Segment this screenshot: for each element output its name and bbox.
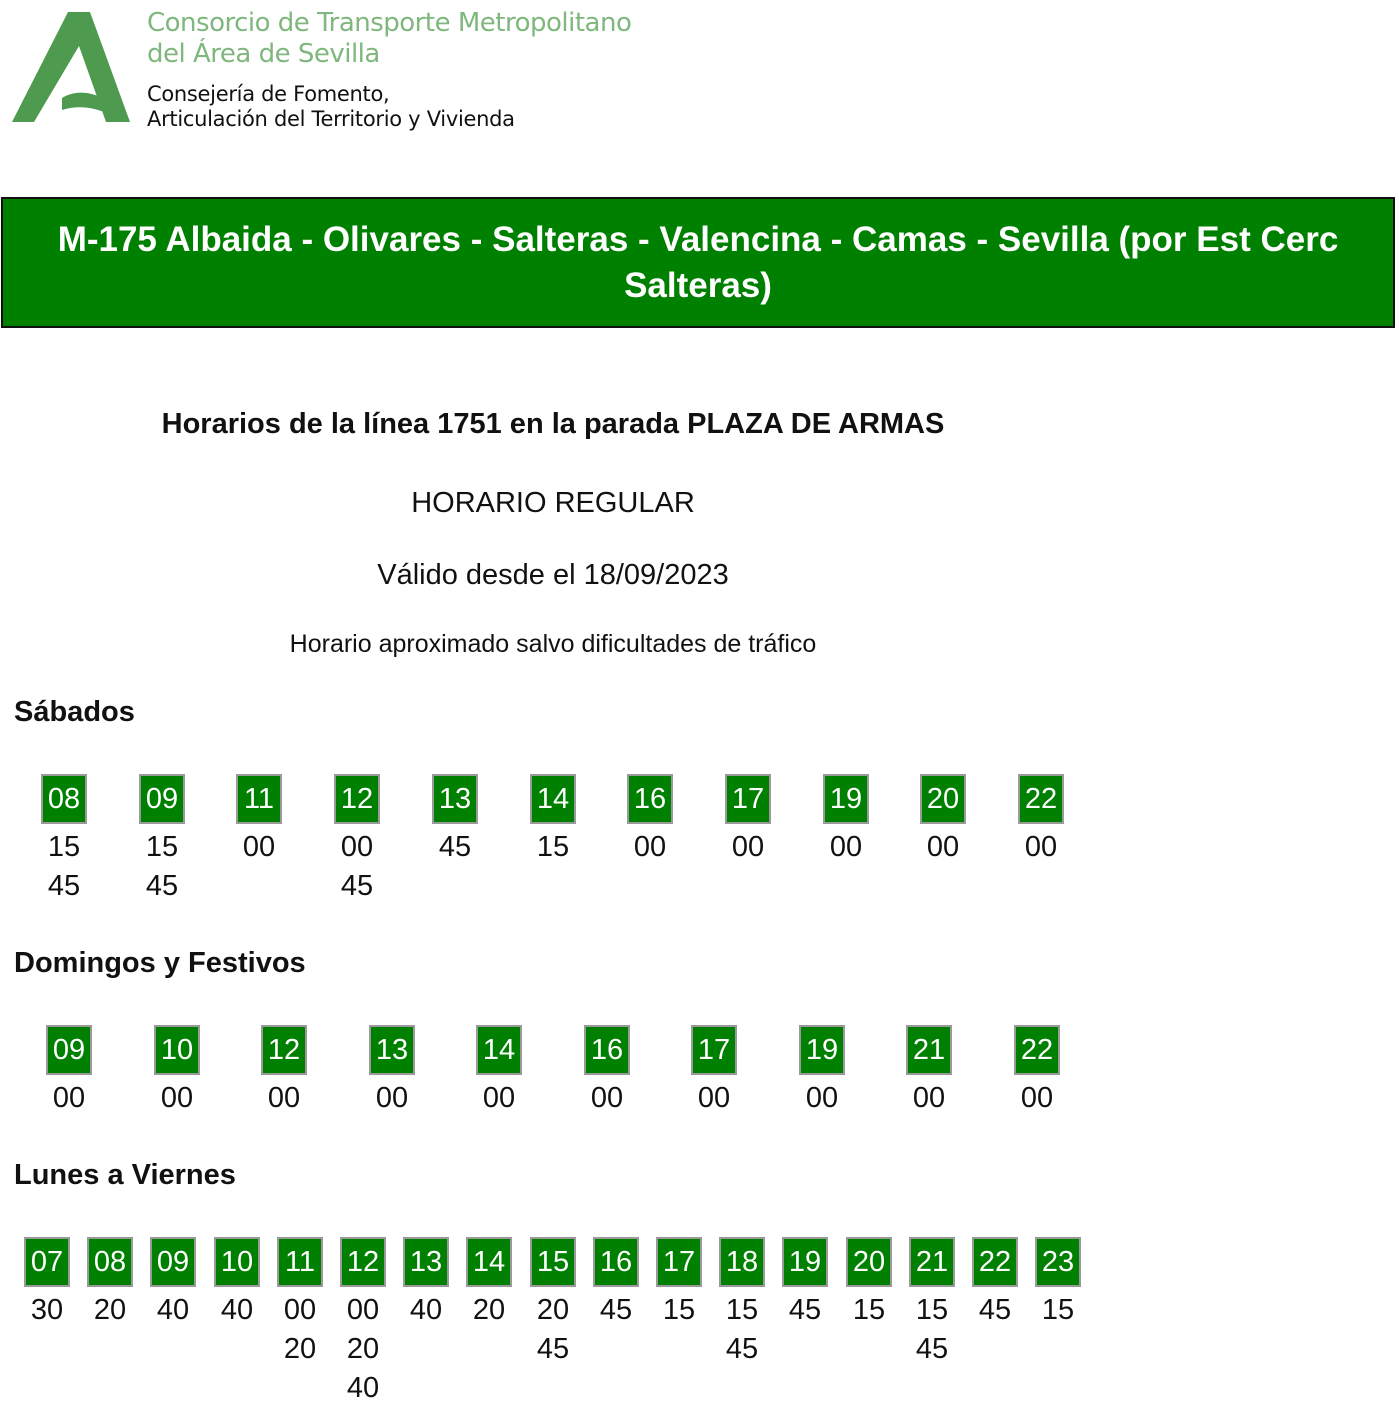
minutes-list <box>334 828 380 906</box>
minutes-list <box>823 828 869 867</box>
departure-minute: 00 <box>633 831 667 863</box>
minutes-list <box>1014 1079 1060 1118</box>
hour-column <box>432 774 478 867</box>
hour-column <box>846 1237 892 1330</box>
hour-column <box>87 1237 133 1330</box>
departure-minute: 00 <box>805 1082 839 1114</box>
hour-column <box>150 1237 196 1330</box>
hour-badge: 08 <box>41 774 87 824</box>
hour-column <box>656 1237 702 1330</box>
departure-minute: 15 <box>145 831 179 863</box>
minutes-list <box>909 1291 955 1369</box>
hour-badge: 17 <box>691 1025 737 1075</box>
departure-minute: 15 <box>915 1294 949 1326</box>
hour-badge: 08 <box>87 1237 133 1287</box>
minutes-list <box>139 828 185 906</box>
minutes-list <box>369 1079 415 1118</box>
hour-badge: 11 <box>236 774 282 824</box>
departure-minute: 15 <box>47 831 81 863</box>
minutes-list <box>906 1079 952 1118</box>
section-title-sundays-holidays: Domingos y Festivos <box>14 947 306 979</box>
departure-minute: 45 <box>915 1333 949 1365</box>
consortium-name-line1: Consorcio de Transporte Metropolitano <box>147 8 632 38</box>
hour-column <box>403 1237 449 1330</box>
departure-minute: 00 <box>482 1082 516 1114</box>
department-name-line1: Consejería de Fomento, <box>147 82 390 106</box>
hour-column <box>530 1237 576 1369</box>
hour-badge: 16 <box>593 1237 639 1287</box>
hour-badge: 19 <box>823 774 869 824</box>
departure-minute: 30 <box>30 1294 64 1326</box>
hour-column <box>46 1025 92 1118</box>
hour-badge: 21 <box>909 1237 955 1287</box>
hour-badge: 13 <box>432 774 478 824</box>
minutes-list <box>476 1079 522 1118</box>
minutes-list <box>691 1079 737 1118</box>
departure-minute: 45 <box>788 1294 822 1326</box>
department-name-line2: Articulación del Territorio y Vivienda <box>147 107 515 131</box>
minutes-list <box>403 1291 449 1330</box>
departure-minute: 00 <box>731 831 765 863</box>
minutes-list <box>972 1291 1018 1330</box>
departure-minute: 00 <box>267 1082 301 1114</box>
hour-badge: 22 <box>1018 774 1064 824</box>
minutes-list <box>584 1079 630 1118</box>
schedule-type: HORARIO REGULAR <box>411 487 695 519</box>
departure-minute: 00 <box>375 1082 409 1114</box>
hour-badge: 19 <box>799 1025 845 1075</box>
hour-column <box>920 774 966 867</box>
departure-minute: 00 <box>1024 831 1058 863</box>
traffic-note: Horario aproximado salvo dificultades de tráfico <box>289 630 817 658</box>
hour-column <box>799 1025 845 1118</box>
route-title-line2: Salteras) <box>624 266 772 305</box>
hour-badge: 14 <box>466 1237 512 1287</box>
hour-column <box>584 1025 630 1118</box>
minutes-list <box>725 828 771 867</box>
hour-badge: 22 <box>1014 1025 1060 1075</box>
hour-column <box>41 774 87 906</box>
departure-minute: 15 <box>852 1294 886 1326</box>
hour-badge: 10 <box>154 1025 200 1075</box>
hour-column <box>909 1237 955 1369</box>
minutes-list <box>154 1079 200 1118</box>
hour-column <box>719 1237 765 1369</box>
minutes-list <box>1018 828 1064 867</box>
minutes-list <box>24 1291 70 1330</box>
hour-badge: 17 <box>656 1237 702 1287</box>
departure-minute: 40 <box>156 1294 190 1326</box>
consortium-name-line2: del Área de Sevilla <box>147 39 380 69</box>
route-title-line1: M-175 Albaida - Olivares - Salteras - Valencina - Camas - Sevilla (por Est Cerc <box>57 220 1339 259</box>
hour-column <box>782 1237 828 1330</box>
departure-minute: 00 <box>590 1082 624 1114</box>
departure-minute: 20 <box>346 1333 380 1365</box>
hour-column <box>334 774 380 906</box>
minutes-list <box>627 828 673 867</box>
minutes-list <box>1035 1291 1081 1330</box>
hour-badge: 16 <box>627 774 673 824</box>
valid-from: Válido desde el 18/09/2023 <box>377 559 729 591</box>
departure-minute: 40 <box>346 1372 380 1404</box>
hour-badge: 16 <box>584 1025 630 1075</box>
section-title-saturdays: Sábados <box>14 696 135 728</box>
minutes-list <box>214 1291 260 1330</box>
minutes-list <box>466 1291 512 1330</box>
departure-minute: 00 <box>912 1082 946 1114</box>
hour-column <box>1018 774 1064 867</box>
minutes-list <box>530 1291 576 1369</box>
hour-badge: 11 <box>277 1237 323 1287</box>
departure-minute: 20 <box>536 1294 570 1326</box>
departure-minute: 20 <box>283 1333 317 1365</box>
hour-badge: 07 <box>24 1237 70 1287</box>
hour-column <box>214 1237 260 1330</box>
hour-badge: 20 <box>846 1237 892 1287</box>
minutes-list <box>799 1079 845 1118</box>
departure-minute: 15 <box>1041 1294 1075 1326</box>
minutes-list <box>236 828 282 867</box>
minutes-list <box>782 1291 828 1330</box>
departure-minute: 15 <box>662 1294 696 1326</box>
departure-minute: 45 <box>145 870 179 902</box>
consortium-name <box>147 8 631 70</box>
departure-minute: 00 <box>346 1294 380 1326</box>
hour-badge: 14 <box>530 774 576 824</box>
hour-badge: 09 <box>139 774 185 824</box>
hour-column <box>340 1237 386 1408</box>
section-title-weekdays: Lunes a Viernes <box>14 1159 236 1191</box>
hour-badge: 22 <box>972 1237 1018 1287</box>
department-name <box>147 82 515 132</box>
minutes-list <box>920 828 966 867</box>
hour-badge: 12 <box>261 1025 307 1075</box>
departure-minute: 20 <box>93 1294 127 1326</box>
route-title-banner <box>1 197 1395 328</box>
hour-column <box>139 774 185 906</box>
hour-badge: 20 <box>920 774 966 824</box>
hour-column <box>691 1025 737 1118</box>
hour-badge: 21 <box>906 1025 952 1075</box>
minutes-list <box>150 1291 196 1330</box>
departure-minute: 40 <box>409 1294 443 1326</box>
minutes-list <box>261 1079 307 1118</box>
departure-minute: 45 <box>536 1333 570 1365</box>
hour-badge: 10 <box>214 1237 260 1287</box>
hour-column <box>906 1025 952 1118</box>
hour-badge: 09 <box>150 1237 196 1287</box>
hour-column <box>627 774 673 867</box>
hour-badge: 14 <box>476 1025 522 1075</box>
minutes-list <box>41 828 87 906</box>
departure-minute: 00 <box>52 1082 86 1114</box>
hour-column <box>593 1237 639 1330</box>
minutes-list <box>46 1079 92 1118</box>
departure-minute: 00 <box>1020 1082 1054 1114</box>
hour-badge: 13 <box>403 1237 449 1287</box>
minutes-list <box>432 828 478 867</box>
minutes-list <box>530 828 576 867</box>
departure-minute: 00 <box>926 831 960 863</box>
hour-badge: 18 <box>719 1237 765 1287</box>
hour-column <box>261 1025 307 1118</box>
hour-badge: 12 <box>340 1237 386 1287</box>
minutes-list <box>87 1291 133 1330</box>
hour-badge: 12 <box>334 774 380 824</box>
hour-column <box>466 1237 512 1330</box>
departure-minute: 00 <box>697 1082 731 1114</box>
departure-minute: 45 <box>725 1333 759 1365</box>
departure-minute: 45 <box>978 1294 1012 1326</box>
hour-badge: 19 <box>782 1237 828 1287</box>
departure-minute: 20 <box>472 1294 506 1326</box>
minutes-list <box>277 1291 323 1369</box>
minutes-list <box>593 1291 639 1330</box>
hour-column <box>1035 1237 1081 1330</box>
minutes-list <box>719 1291 765 1369</box>
hour-badge: 13 <box>369 1025 415 1075</box>
departure-minute: 45 <box>340 870 374 902</box>
hour-column <box>154 1025 200 1118</box>
hour-badge: 09 <box>46 1025 92 1075</box>
departure-minute: 45 <box>599 1294 633 1326</box>
hour-column <box>476 1025 522 1118</box>
hour-badge: 17 <box>725 774 771 824</box>
departure-minute: 45 <box>47 870 81 902</box>
minutes-list <box>656 1291 702 1330</box>
junta-andalucia-logo-icon <box>10 10 132 128</box>
departure-minute: 15 <box>536 831 570 863</box>
hour-column <box>972 1237 1018 1330</box>
departure-minute: 00 <box>242 831 276 863</box>
departure-minute: 00 <box>283 1294 317 1326</box>
departure-minute: 00 <box>340 831 374 863</box>
hour-column <box>236 774 282 867</box>
departure-minute: 15 <box>725 1294 759 1326</box>
hour-column <box>24 1237 70 1330</box>
departure-minute: 00 <box>160 1082 194 1114</box>
hour-column <box>277 1237 323 1369</box>
minutes-list <box>340 1291 386 1408</box>
departure-minute: 45 <box>438 831 472 863</box>
hour-badge: 23 <box>1035 1237 1081 1287</box>
hour-column <box>369 1025 415 1118</box>
hour-column <box>823 774 869 867</box>
departure-minute: 00 <box>829 831 863 863</box>
hour-badge: 15 <box>530 1237 576 1287</box>
hour-column <box>1014 1025 1060 1118</box>
hour-column <box>530 774 576 867</box>
stop-title: Horarios de la línea 1751 en la parada PLAZA DE ARMAS <box>161 408 945 440</box>
minutes-list <box>846 1291 892 1330</box>
hour-column <box>725 774 771 867</box>
departure-minute: 40 <box>220 1294 254 1326</box>
